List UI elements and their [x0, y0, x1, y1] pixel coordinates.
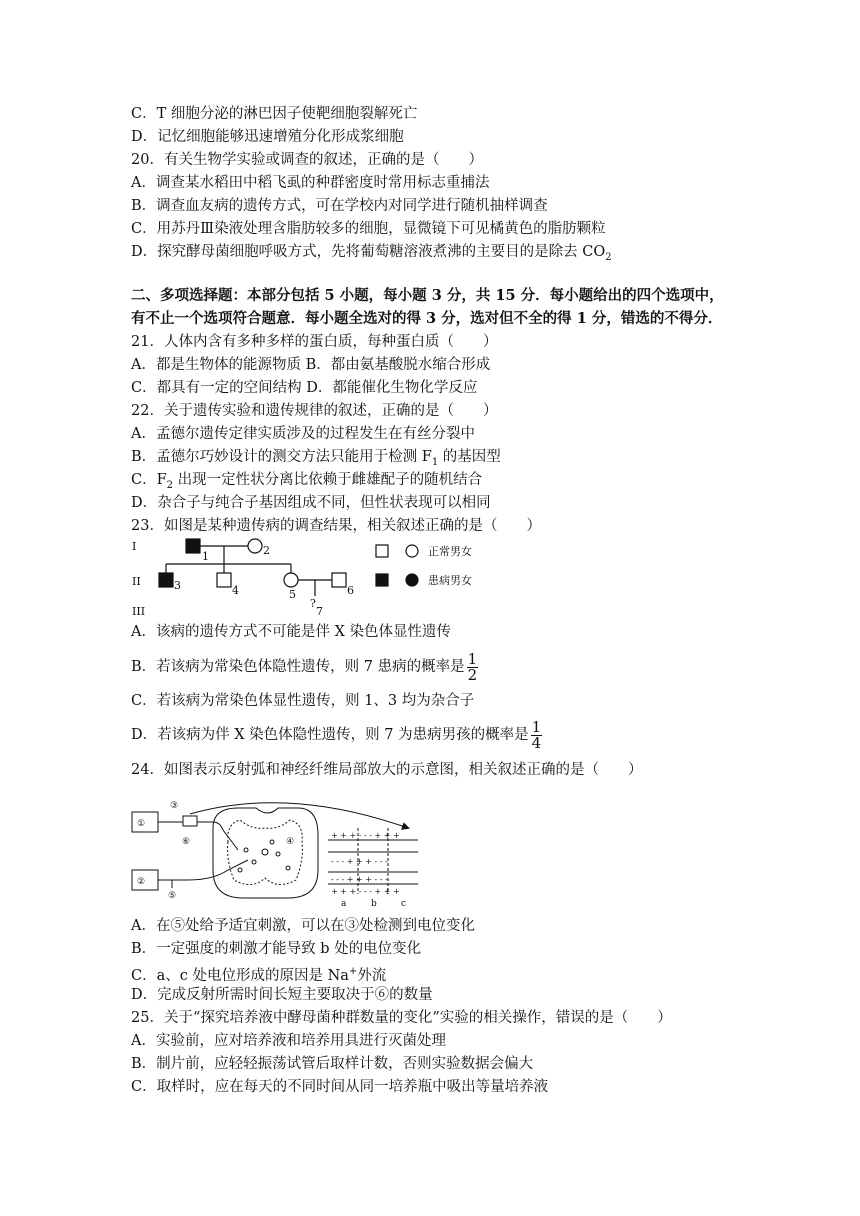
individual-1-affected-male: [186, 539, 200, 553]
individual-number-5: 5: [289, 588, 296, 601]
section-heading-line2: 有不止一个选项符合题意．每小题全选对的得 3 分，选对但不全的得 1 分，错选的不得分．: [131, 310, 723, 327]
fraction-one-half: $\frac{1}{2}$: [467, 649, 478, 684]
q20-option-d: D．探究酵母菌细胞呼吸方式，先将葡萄糖溶液煮沸的主要目的是除去 $CO_2$: [131, 244, 612, 263]
structure-3-ganglion: [183, 816, 197, 826]
label-6: ⑥: [182, 837, 191, 847]
generation-label-1: I: [132, 540, 137, 553]
individual-6-normal-male: [332, 573, 346, 587]
individual-number-6: 6: [347, 584, 354, 597]
q25-option-b: B．制片前，应轻轻振荡试管后取样计数，否则实验数据会偏大: [131, 1056, 534, 1072]
q21-options-cd: C．都具有一定的空间结构 D．都能催化生物化学反应: [131, 380, 478, 396]
pedigree-diagram: [128, 536, 428, 620]
q23-stem: 23．如图是某种遗传病的调查结果，相关叙述正确的是（ ）: [131, 518, 541, 534]
q24-option-c: C．a、c 处电位形成的原因是 Na+外流: [131, 966, 387, 984]
q24-option-d: D．完成反射所需时间长短主要取决于⑥的数量: [131, 987, 433, 1003]
q25-stem: 25．关于“探究培养液中酵母菌种群数量的变化”实验的相关操作，错误的是（ ）: [131, 1010, 672, 1026]
individual-4-normal-male: [217, 573, 231, 587]
legend-normal-label: 正常男女: [428, 545, 472, 558]
q19-option-d: D．记忆细胞能够迅速增殖分化形成浆细胞: [131, 129, 404, 145]
q23-option-a: A．该病的遗传方式不可能是伴 X 染色体显性遗传: [131, 624, 452, 640]
fraction-one-quarter: $\frac{1}{4}$: [531, 717, 542, 752]
individual-3-affected-male: [159, 573, 173, 587]
q25-option-a: A．实验前，应对培养液和培养用具进行灭菌处理: [131, 1033, 446, 1049]
generation-label-2: II: [132, 575, 141, 588]
membrane-label-a: a: [341, 899, 347, 909]
section-heading-line1: 二、多项选择题：本部分包括 5 小题，每小题 3 分，共 15 分．每小题给出的四个选项中，: [131, 287, 724, 304]
q22-option-b: B．孟德尔巧妙设计的测交方法只能用于检测 $F_1$ 的基因型: [131, 449, 501, 468]
q23-option-b: B．若该病为常染色体隐性遗传，则 7 患病的概率是 $\frac{1}{2}$: [131, 649, 478, 684]
membrane-label-c: c: [401, 899, 407, 909]
q24-option-a: A．在⑤处给予适宜刺激，可以在③处检测到电位变化: [131, 918, 475, 934]
individual-5-normal-female: [284, 573, 298, 587]
q21-stem: 21．人体内含有多种多样的蛋白质，每种蛋白质（ ）: [131, 334, 498, 350]
individual-number-7: 7: [316, 605, 323, 618]
legend-affected-male-icon: [376, 574, 388, 586]
q23-option-c: C．若该病为常染色体显性遗传，则 1、3 均为杂合子: [131, 693, 475, 709]
q22-option-c: C．$F_2$ 出现一定性状分离比依赖于雌雄配子的随机结合: [131, 472, 483, 491]
legend-normal-female-icon: [406, 545, 418, 557]
label-5: ⑤: [168, 891, 177, 901]
svg-text:+ + + - - - + + +: + + + - - - + + +: [331, 887, 400, 896]
label-1: ①: [137, 819, 146, 829]
q23-option-d: D．若该病为伴 X 染色体隐性遗传，则 7 为患病男孩的概率是 $\frac{1}{4}$: [131, 717, 542, 752]
individual-number-1: 1: [202, 550, 209, 563]
reflex-arc-diagram: [128, 790, 428, 910]
label-4: ④: [286, 837, 295, 847]
q21-options-ab: A．都是生物体的能源物质 B．都由氨基酸脱水缩合形成: [131, 357, 491, 373]
individual-number-4: 4: [232, 584, 239, 597]
individual-2-normal-female: [248, 539, 262, 553]
unknown-mark: ?: [310, 597, 316, 610]
grey-matter: [228, 820, 303, 885]
q24-option-b: B．一定强度的刺激才能导致 b 处的电位变化: [131, 941, 422, 957]
svg-text:+ + + - - - + + +: + + + - - - + + +: [331, 831, 400, 840]
q22-stem: 22．关于遗传实验和遗传规律的叙述，正确的是（ ）: [131, 403, 498, 419]
label-3: ③: [170, 801, 179, 811]
individual-number-3: 3: [174, 579, 181, 592]
q20-option-b: B．调查血友病的遗传方式，可在学校内对同学进行随机抽样调查: [131, 198, 548, 214]
label-2: ②: [137, 877, 146, 887]
q24-stem: 24．如图表示反射弧和神经纤维局部放大的示意图，相关叙述正确的是（ ）: [131, 762, 643, 778]
svg-text:- - - + + + - - -: - - - + + + - - -: [331, 857, 388, 866]
q25-option-c: C．取样时，应在每天的不同时间从同一培养瓶中吸出等量培养液: [131, 1079, 549, 1095]
generation-label-3: III: [132, 605, 146, 618]
legend-normal-male-icon: [376, 545, 388, 557]
q20-option-c: C．用苏丹Ⅲ染液处理含脂肪较多的细胞，显微镜下可见橘黄色的脂肪颗粒: [131, 221, 606, 237]
legend-affected-female-icon: [406, 574, 418, 586]
legend-affected-label: 患病男女: [428, 574, 472, 587]
membrane-label-b: b: [371, 899, 377, 909]
q20-option-a: A．调查某水稻田中稻飞虱的种群密度时常用标志重捕法: [131, 175, 490, 191]
q22-option-d: D．杂合子与纯合子基因组成不同，但性状表现可以相同: [131, 495, 491, 511]
q20-stem: 20．有关生物学实验或调查的叙述，正确的是（ ）: [131, 152, 483, 168]
q22-option-a: A．孟德尔遗传定律实质涉及的过程发生在有丝分裂中: [131, 426, 475, 442]
svg-text:- - - + + + - - -: - - - + + + - - -: [331, 875, 388, 884]
individual-number-2: 2: [263, 544, 270, 557]
q19-option-c: C．T 细胞分泌的淋巴因子使靶细胞裂解死亡: [131, 106, 418, 122]
